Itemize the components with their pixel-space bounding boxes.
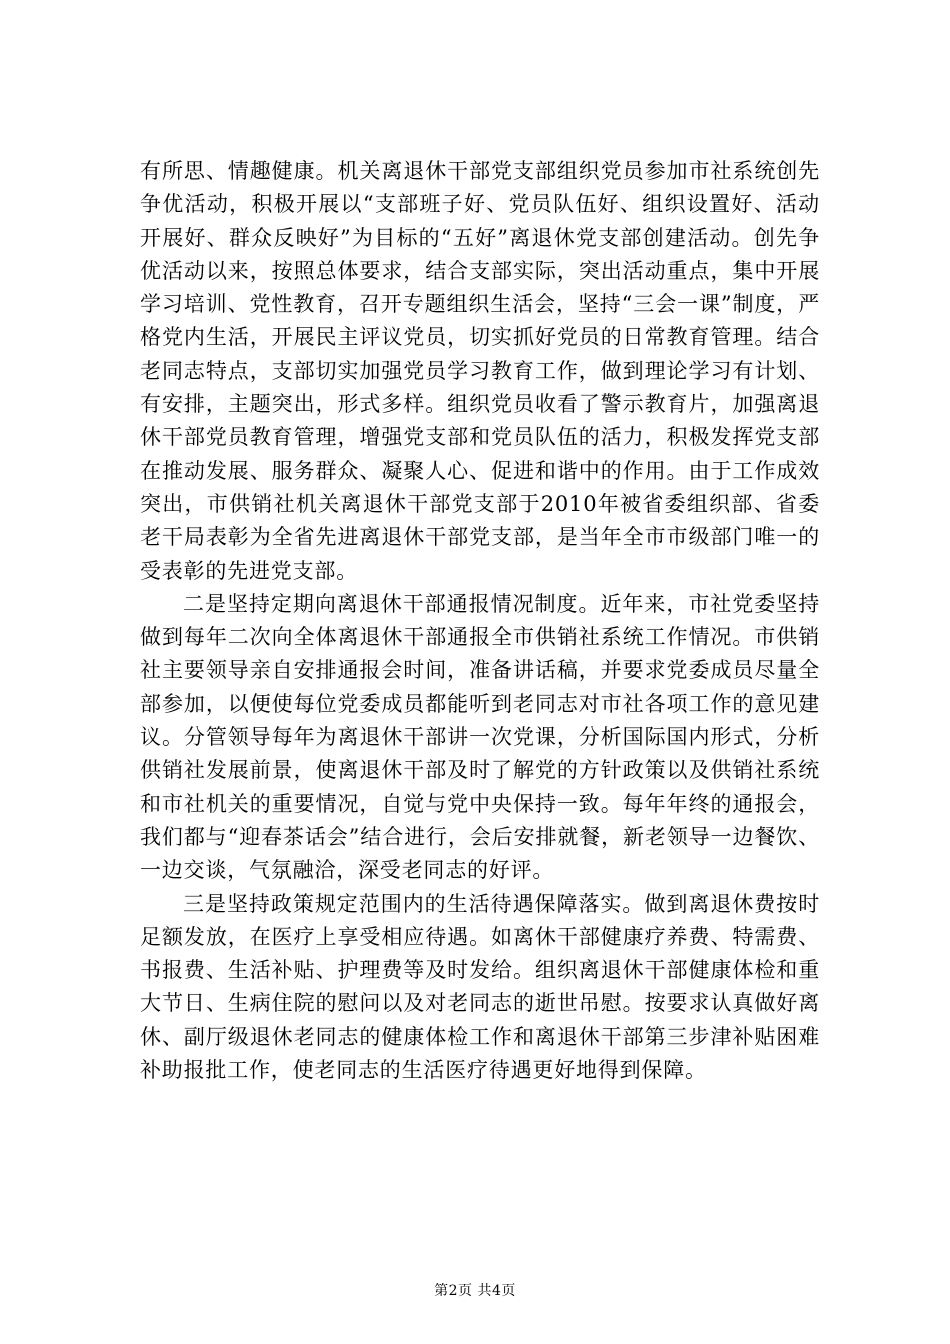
paragraph-1: 有所思、情趣健康。机关离退休干部党支部组织党员参加市社系统创先争优活动，积极开展以“支部班子好、党员队伍好、组织设置好、活动开展好、群众反映好”为目标的“五好”离退休党支部创建活动。创先争优活动以来，按照总体要求，结合支部实际，突出活动重点，集中开展学习培训、党性教育，召开专题组织生活会，坚持“三会一课”制度，严格党内生活，开展民主评议党员，切实抓好党员的日常教育管理。结合老同志特点，支部切实加强党员学习教育工作，做到理论学习有计划、有安排，主题突出，形式多样。组织党员收看了警示教育片，加强离退休干部党员教育管理，增强党支部和党员队伍的活力，积极发挥党支部在推动发展、服务群众、凝聚人心、促进和谐中的作用。由于工作成效突出，市供销社机关离退休干部党支部于2010年被省委组织部、省委老干局表彰为全省先进离退休干部党支部，是当年全市市级部门唯一的受表彰的先进党支部。 bbox=[140, 159, 820, 583]
paragraph-3: 三是坚持政策规定范围内的生活待遇保障落实。做到离退休费按时足额发放，在医疗上享受相应待遇。如离休干部健康疗养费、特需费、书报费、生活补贴、护理费等及时发给。组织离退休干部健康体检和重大节日、生病住院的慰问以及对老同志的逝世吊慰。按要求认真做好离休、副厅级退休老同志的健康体检工作和离退休干部第三步津补贴困难补助报批工作，使老同志的生活医疗待遇更好地得到保障。 bbox=[140, 891, 820, 1083]
paragraph-2: 二是坚持定期向离退休干部通报情况制度。近年来，市社党委坚持做到每年二次向全体离退休干部通报全市供销社系统工作情况。市供销社主要领导亲自安排通报会时间，准备讲话稿，并要求党委成员尽量全部参加，以便使每位党委成员都能听到老同志对市社各项工作的意见建议。分管领导每年为离退休干部讲一次党课，分析国际国内形式，分析供销社发展前景，使离退休干部及时了解党的方针政策以及供销社系统和市社机关的重要情况，自觉与党中央保持一致。每年年终的通报会，我们都与“迎春茶话会”结合进行，会后安排就餐，新老领导一边餐饮、一边交谈，气氛融洽，深受老同志的好评。 bbox=[140, 591, 820, 883]
page-footer: 第2页 共4页 bbox=[434, 1283, 516, 1299]
document-body bbox=[140, 155, 820, 1087]
